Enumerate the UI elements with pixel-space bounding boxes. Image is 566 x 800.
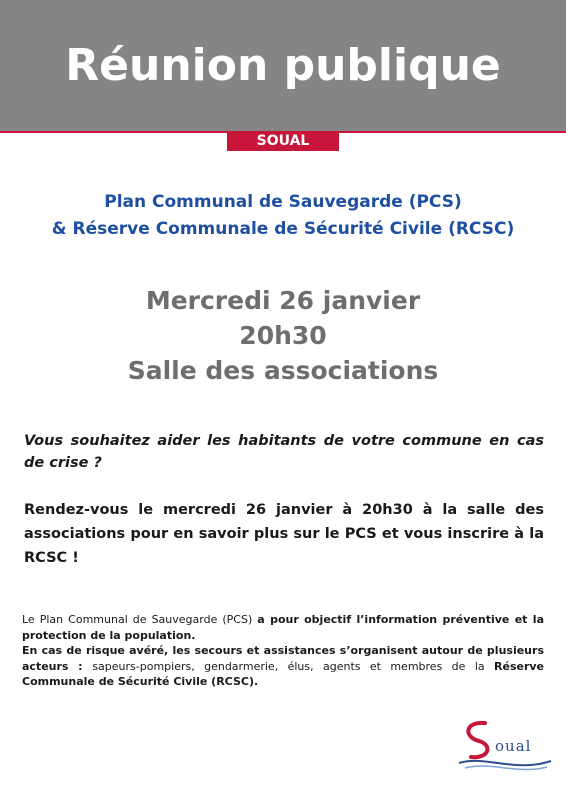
info-p2-a: En cas de risque avéré, les secours et assistances s’organisent autour de plusieurs acteurs : [22, 644, 544, 673]
event-time: 20h30 [239, 321, 327, 350]
info-p2 [22, 643, 544, 690]
call-to-action: Rendez-vous le mercredi 26 janvier à 20h30 à la salle des associations pour en savoir plus sur le PCS et vous inscrire à la RCSC ! [24, 502, 544, 566]
page-title: Réunion publique [65, 40, 501, 91]
plan-heading [0, 189, 566, 243]
info-p1-a: Le Plan Communal de Sauvegarde (PCS) [22, 613, 258, 626]
info-p1-b: a pour objectif l’information préventive et la protection de la population. [22, 613, 544, 642]
soual-logo [455, 715, 555, 775]
soual-logo-text: oual [495, 737, 532, 755]
plan-line-1: Plan Communal de Sauvegarde (PCS) [104, 192, 462, 212]
intro-question: Vous souhaitez aider les habitants de votre commune en cas de crise ? [24, 433, 544, 471]
event-details [0, 283, 566, 388]
info-paragraph [22, 612, 544, 690]
info-p2-c: Réserve Communale de Sécurité Civile (RCSC). [22, 659, 545, 688]
commune-badge: SOUAL [227, 131, 339, 151]
event-date: Mercredi 26 janvier [145, 286, 421, 315]
header-band [0, 0, 566, 131]
event-place: Salle des associations [127, 356, 439, 385]
plan-line-2: & Réserve Communale de Sécurité Civile (RCSC) [51, 219, 515, 239]
info-p1 [22, 612, 544, 643]
info-p2-b: sapeurs-pompiers, gendarmerie, élus, agents et membres de la [92, 659, 495, 673]
